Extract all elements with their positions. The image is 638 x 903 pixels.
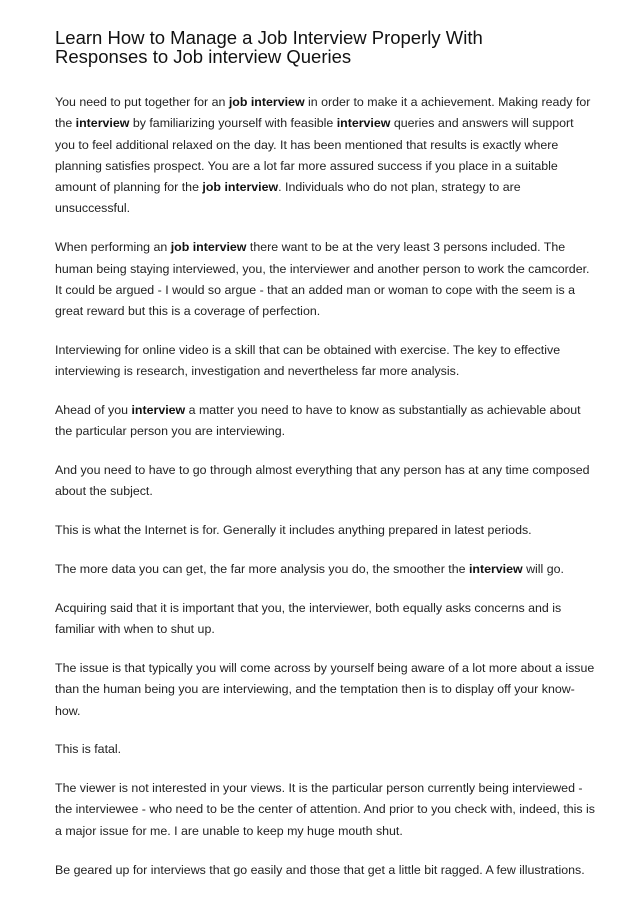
bold-keyword: job interview: [202, 180, 279, 195]
document-title: [55, 28, 595, 66]
text-run: The more data you can get, the far more analysis you do, the smoother the: [55, 562, 469, 577]
document-body: [55, 92, 595, 881]
text-run: . Individuals who do not plan, strategy to are unsuccessful.: [55, 180, 521, 216]
title-line-1: Learn How to Manage a Job Interview Properly With: [55, 27, 483, 48]
body-paragraph: [55, 400, 595, 443]
body-paragraph: [55, 739, 595, 760]
body-paragraph: [55, 778, 595, 842]
bold-keyword: job interview: [170, 240, 247, 255]
document-page: [55, 28, 595, 898]
text-run: When performing an: [55, 240, 171, 255]
bold-keyword: interview: [131, 403, 186, 418]
body-paragraph: [55, 520, 595, 541]
body-paragraph: [55, 598, 595, 641]
body-paragraph: [55, 340, 595, 383]
body-paragraph: [55, 559, 595, 580]
title-line-2: Responses to Job interview Queries: [55, 46, 352, 67]
text-run: And you need to have to go through almost everything that any person has at any time composed about the subject.: [55, 463, 590, 499]
bold-keyword: job interview: [228, 95, 305, 109]
text-run: will go.: [522, 562, 564, 577]
text-run: Be geared up for interviews that go easily and those that get a little bit ragged. A few illustrations.: [55, 862, 585, 877]
text-run: queries and answers will support you to feel additional relaxed on the day. It has been mentioned that results is exactly where planning satisfies prospect. You are a lot far more assured success if you place in a suitable amount of planning for the: [55, 116, 574, 195]
body-paragraph: [55, 658, 595, 722]
text-run: there want to be at the very least 3 persons included. The human being staying interviewed, you, the interviewer and another person to work the camcorder. It could be argued - I would so argue - that an added man or woman to cope with the seem is a great reward but this is a coverage of perfection.: [55, 240, 590, 319]
text-run: Acquiring said that it is important that you, the interviewer, both equally asks concerns and is familiar with when to shut up.: [55, 600, 562, 637]
text-run: This is fatal.: [55, 742, 122, 757]
text-run: Interviewing for online video is a skill that can be obtained with exercise. The key to effective interviewing is research, investigation and nevertheless far more analysis.: [55, 342, 561, 379]
text-run: You need to put together for an: [55, 95, 229, 109]
text-run: a matter you need to have to know as substantially as achievable about the particular person you are interviewing.: [55, 403, 581, 439]
body-paragraph: [55, 460, 595, 503]
text-run: in order to make it a achievement. Making ready for the: [55, 95, 591, 131]
text-run: Ahead of you: [55, 403, 132, 418]
bold-keyword: interview: [468, 562, 523, 577]
body-paragraph: [55, 92, 595, 220]
text-run: This is what the Internet is for. Generally it includes anything prepared in latest periods.: [55, 523, 532, 538]
body-paragraph: [55, 860, 595, 881]
text-run: by familiarizing yourself with feasible: [129, 116, 337, 131]
text-run: The issue is that typically you will come across by yourself being aware of a lot more about a issue than the human being you are interviewing, and the temptation then is to display off your know-how.: [55, 660, 595, 718]
bold-keyword: interview: [75, 116, 130, 131]
text-run: The viewer is not interested in your views. It is the particular person currently being interviewed - the interviewee - who need to be the center of attention. And prior to you check with, indeed, this is a major issue for me. I are unable to keep my huge mouth shut.: [55, 781, 596, 838]
body-paragraph: [55, 237, 595, 322]
bold-keyword: interview: [336, 116, 391, 131]
